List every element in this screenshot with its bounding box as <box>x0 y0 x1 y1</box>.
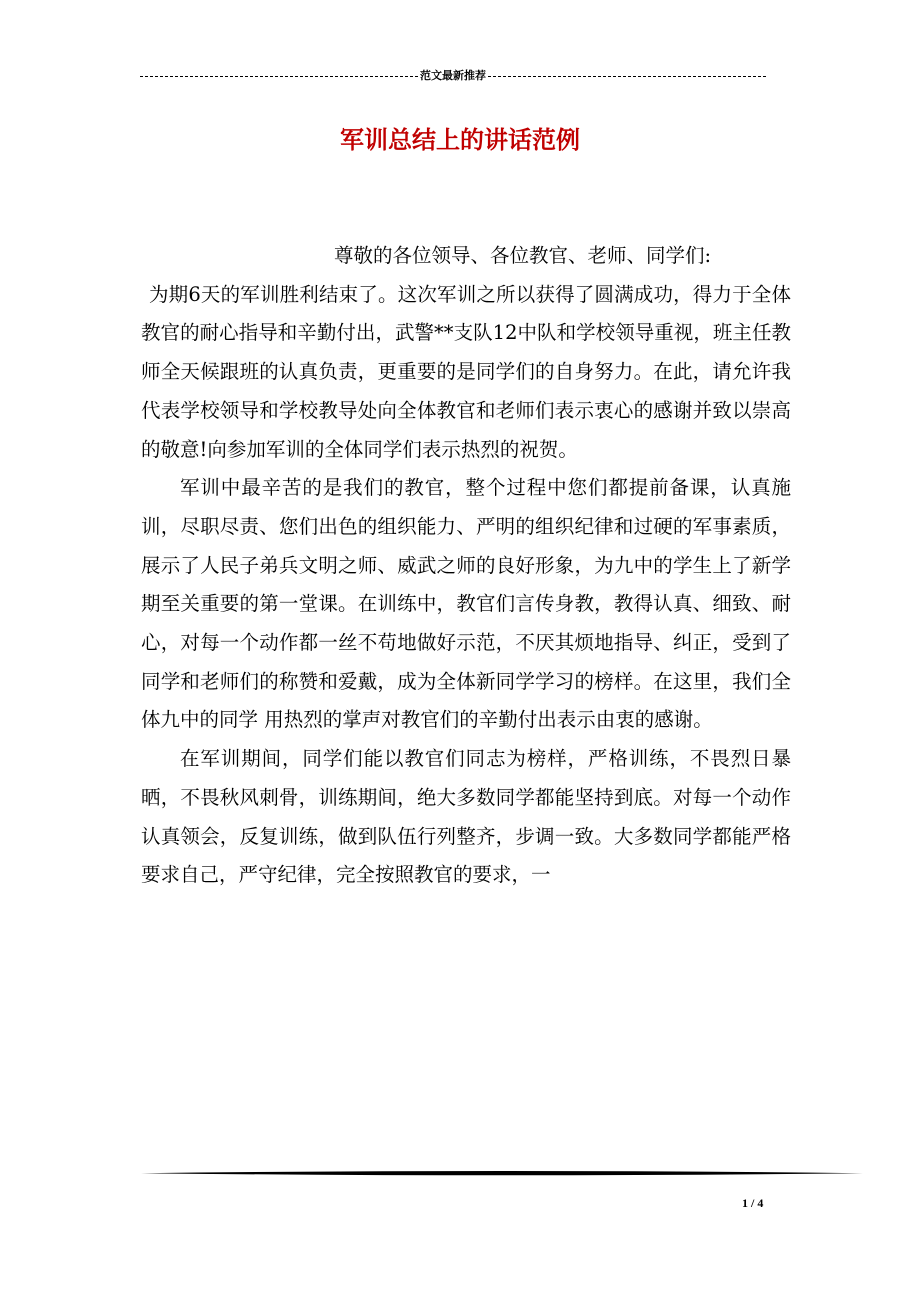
paragraph-2: 军训中最辛苦的是我们的教官，整个过程中您们都提前备课，认真施训，尽职尽责、您们出色的组织能力、严明的组织纪律和过硬的军事素质，展示了人民子弟兵文明之师、威武之师的良好形象，为九中的学生上了新学期至关重要的第一堂课。在训练中，教官们言传身教，教得认真、细致、耐心，对每一个动作都一丝不苟地做好示范，不厌其烦地指导、纠正，受到了同学和老师们的称赞和爱戴，成为全体新同学学习的榜样。在这里，我们全体九中的同学 用热烈的掌声对教官们的辛勤付出表示由衷的感谢。 <box>141 476 791 732</box>
page-header <box>140 68 766 84</box>
document-title: 军训总结上的讲话范例 <box>340 125 580 154</box>
footer-rule <box>141 1170 863 1176</box>
header-dash-left <box>140 76 418 77</box>
paragraph-1: 为期6天的军训胜利结束了。这次军训之所以获得了圆满成功，得力于全体教官的耐心指导和辛勤付出，武警**支队12中队和学校领导重视，班主任教师全天候跟班的认真负责，更重要的是同学们的自身努力。在此，请允许我代表学校领导和学校教导处向全体教官和老师们表示衷心的感谢并致以崇高的敬意!向参加军训的全体同学们表示热烈的祝贺。 <box>141 282 791 461</box>
paragraph-3: 在军训期间，同学们能以教官们同志为榜样，严格训练，不畏烈日暴晒，不畏秋风刺骨，训练期间，绝大多数同学都能坚持到底。对每一个动作认真领会，反复训练，做到队伍行列整齐，步调一致。大多数同学都能严格要求自己，严守纪律，完全按照教官的要求，一 <box>141 747 791 887</box>
header-dash-right <box>488 76 766 77</box>
header-label: 范文最新推荐 <box>420 69 486 82</box>
salutation: 尊敬的各位领导、各位教官、老师、同学们: <box>334 244 712 267</box>
page-number: 1 / 4 <box>742 1196 764 1210</box>
document-body <box>141 237 791 895</box>
